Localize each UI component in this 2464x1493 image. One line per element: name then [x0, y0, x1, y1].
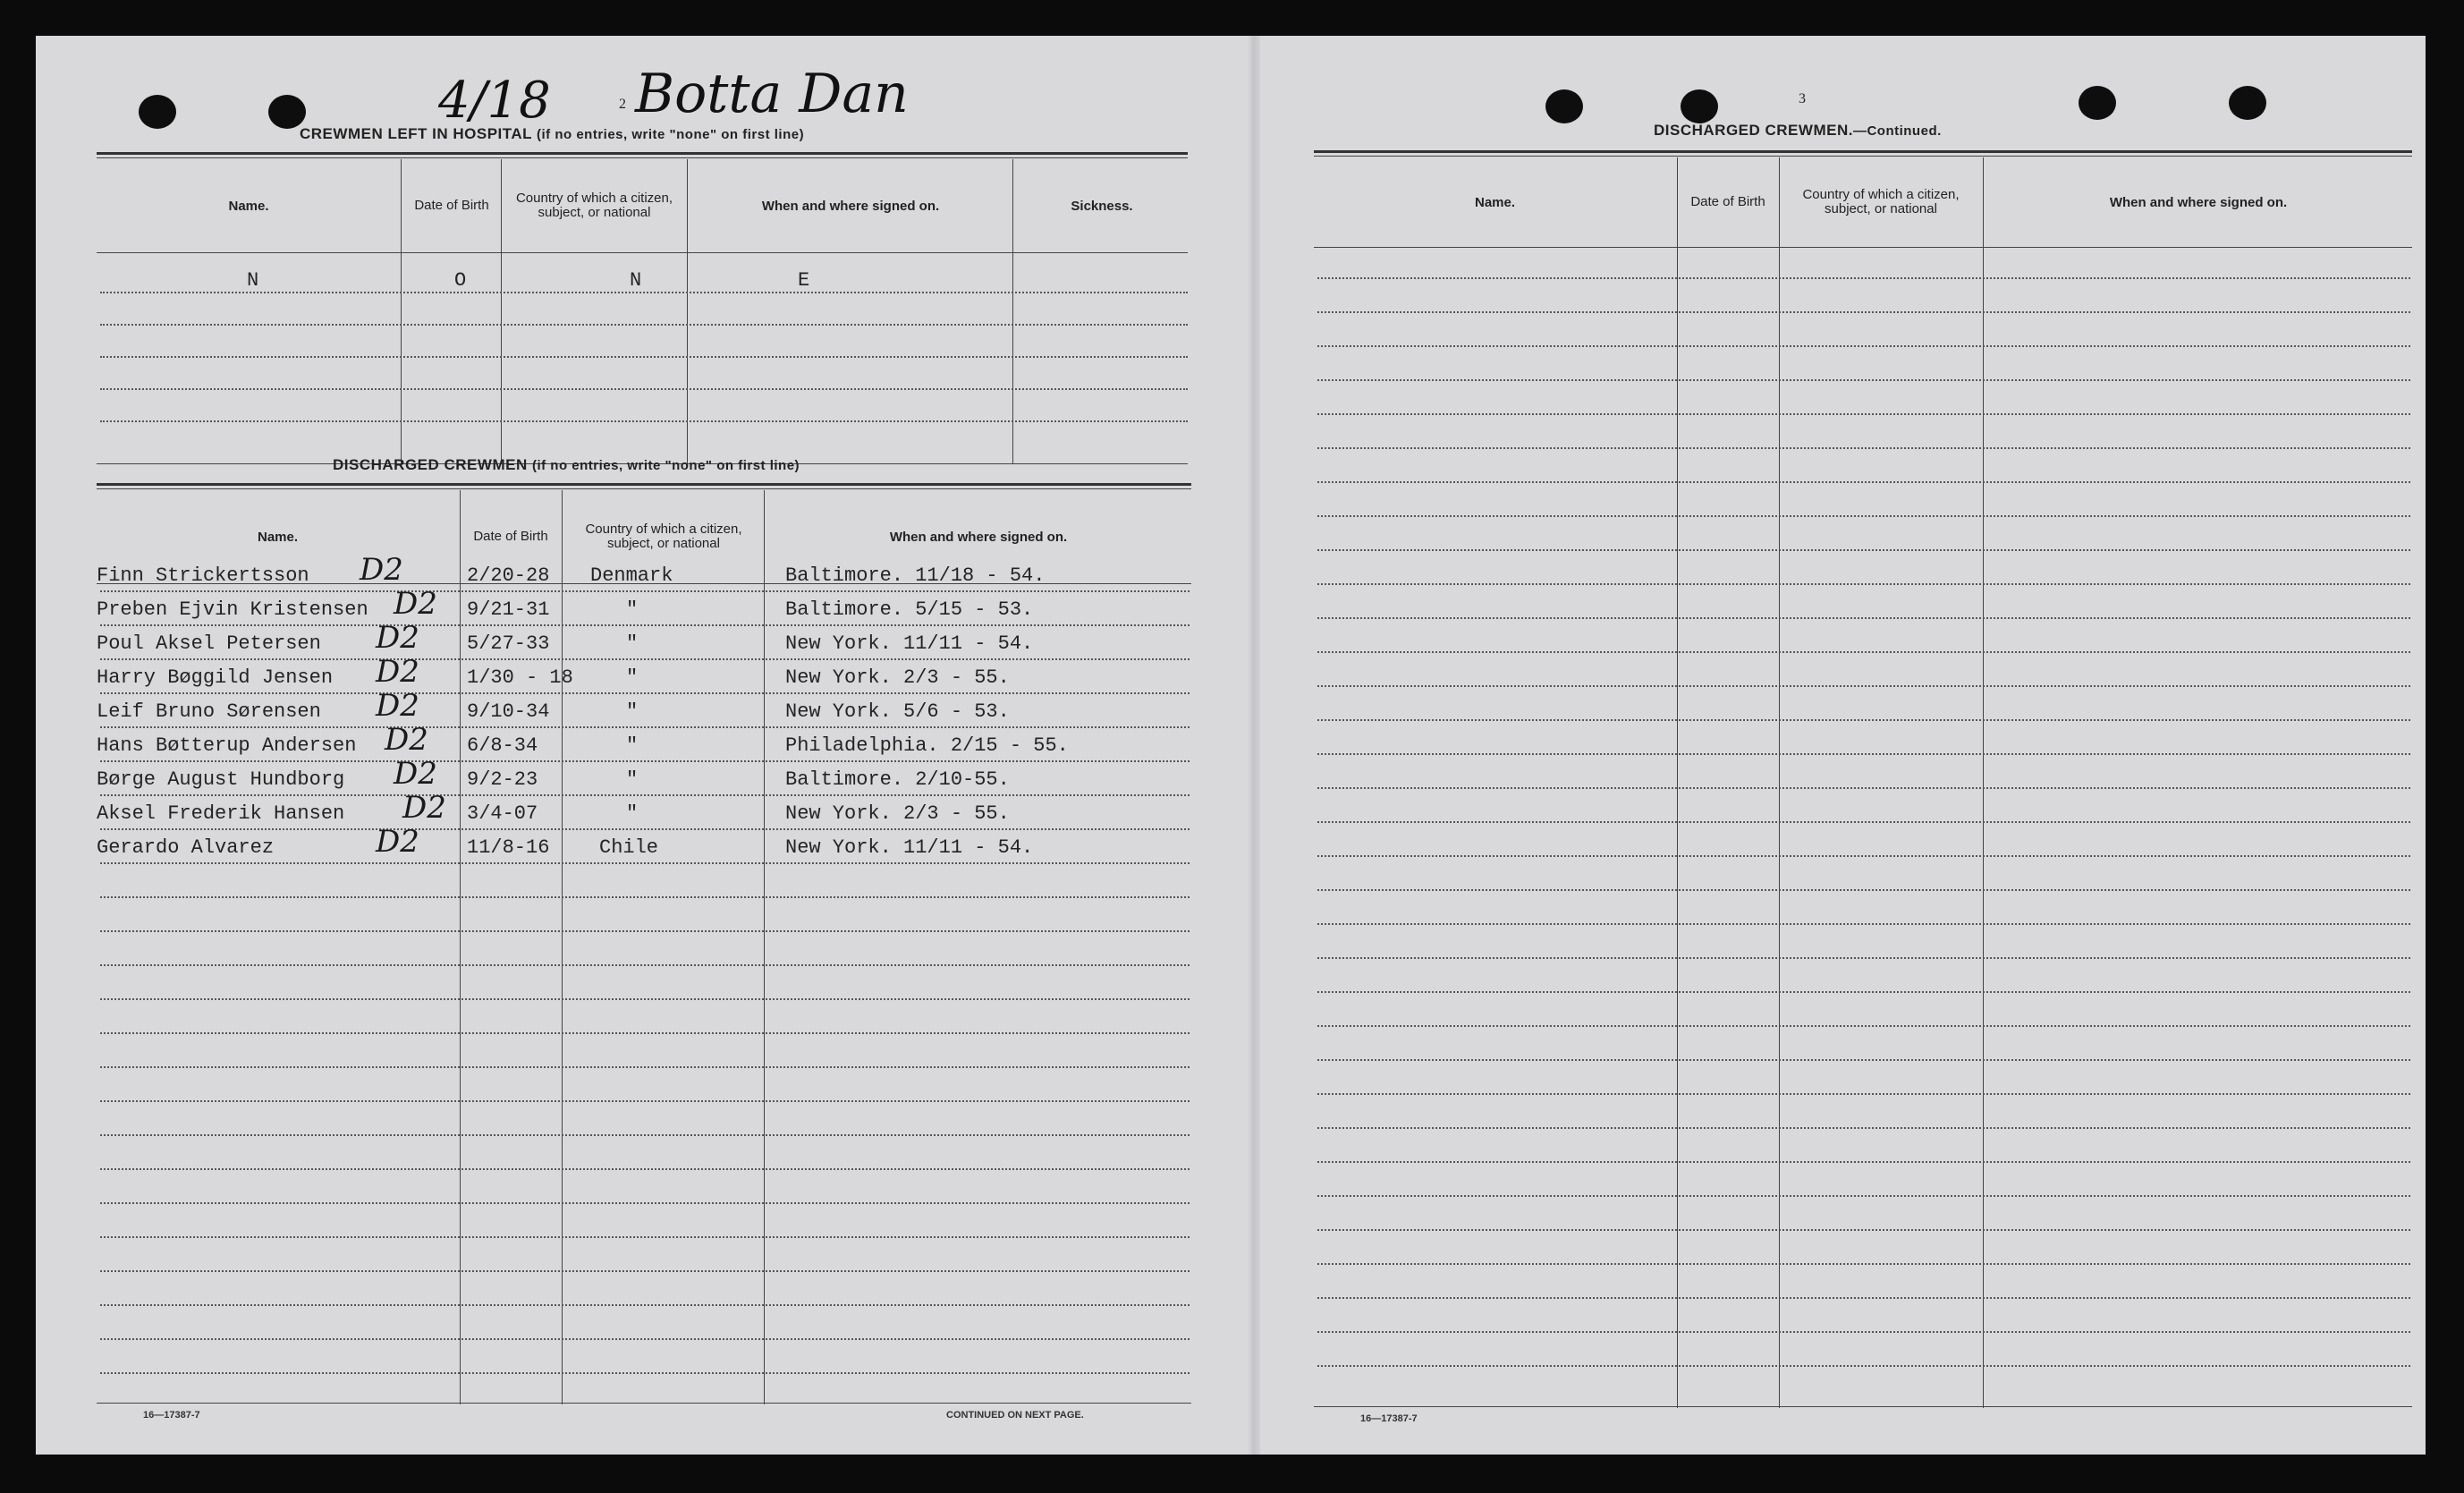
crew-name: Leif Bruno Sørensen	[97, 700, 321, 723]
hospital-col-name: Name.	[228, 198, 269, 214]
ruled-line	[1317, 277, 2410, 279]
right-page	[1260, 36, 2426, 1455]
form-number: 16—17387-7	[143, 1410, 200, 1421]
ruled-line	[100, 828, 1190, 830]
ruled-line	[1317, 447, 2410, 449]
ruled-line	[1317, 651, 2410, 653]
ruled-line	[1317, 855, 2410, 857]
crew-name: Poul Aksel Petersen	[97, 632, 321, 655]
crew-signed-on: New York. 2/3 - 55.	[785, 666, 1010, 689]
crew-signed-on: Baltimore. 11/18 - 54.	[785, 564, 1046, 587]
ruled-line	[100, 1304, 1190, 1306]
hospital-section-title: CREWMEN LEFT IN HOSPITAL (if no entries, write "none" on first line)	[300, 125, 805, 142]
ruled-line	[1317, 583, 2410, 585]
ruled-line	[100, 964, 1190, 966]
ruled-line	[1317, 379, 2410, 381]
crew-dob: 11/8-16	[467, 836, 550, 859]
hospital-col-country: Country of which a citizen, subject, or national	[515, 191, 673, 220]
ruled-line	[1317, 1127, 2410, 1129]
ruled-line	[100, 658, 1190, 660]
form-number: 16—17387-7	[1360, 1413, 1418, 1424]
crew-dob: 9/10-34	[467, 700, 550, 723]
discharged-col-name: Name.	[257, 529, 299, 545]
ruled-line	[100, 1236, 1190, 1238]
ruled-line	[100, 1066, 1190, 1068]
ruled-line	[100, 930, 1190, 932]
crew-country: Denmark	[590, 564, 673, 587]
discharged-col-country: Country of which a citizen, subject, or national	[585, 522, 742, 551]
ruled-line	[1317, 991, 2410, 993]
ruled-line	[100, 1134, 1190, 1136]
hospital-col-sickness: Sickness.	[1071, 198, 1133, 214]
handwritten-name: Botta Dan	[635, 63, 909, 125]
ruled-line	[1317, 1161, 2410, 1163]
hospital-none-n: N	[247, 269, 259, 292]
crew-signed-on: New York. 5/6 - 53.	[785, 700, 1010, 723]
ruled-line	[100, 1202, 1190, 1204]
discharge-mark: D2	[402, 790, 446, 826]
page-number: 3	[1799, 91, 1806, 106]
ruled-line	[100, 1032, 1190, 1034]
discharge-mark: D2	[376, 620, 419, 656]
continued-col-dob: Date of Birth	[1690, 194, 1765, 209]
crew-name: Aksel Frederik Hansen	[97, 802, 345, 825]
ruled-line	[100, 1372, 1190, 1374]
continued-col-signed: When and where signed on.	[2109, 194, 2288, 210]
ruled-line	[1317, 515, 2410, 517]
hospital-none-n2: N	[630, 269, 642, 292]
hospital-none-e: E	[798, 269, 810, 292]
ruled-line	[1317, 1297, 2410, 1299]
crew-name: Preben Ejvin Kristensen	[97, 598, 368, 621]
ruled-line	[1317, 1195, 2410, 1197]
ruled-line	[1317, 1025, 2410, 1027]
ruled-line	[1317, 1365, 2410, 1367]
discharge-mark: D2	[376, 688, 419, 724]
hospital-col-signed: When and where signed on.	[761, 198, 940, 214]
ruled-line	[1317, 1263, 2410, 1265]
crew-signed-on: Baltimore. 2/10-55.	[785, 768, 1010, 791]
scanned-document	[36, 36, 2426, 1455]
ruled-line	[1317, 1059, 2410, 1061]
ruled-line	[100, 692, 1190, 694]
crew-country: "	[626, 734, 639, 757]
ruled-line	[1317, 787, 2410, 789]
crew-name: Hans Bøtterup Andersen	[97, 734, 357, 757]
ruled-line	[100, 862, 1190, 864]
crew-country: "	[626, 598, 639, 621]
ruled-line	[1317, 923, 2410, 925]
crew-signed-on: New York. 11/11 - 54.	[785, 632, 1034, 655]
ruled-line	[100, 760, 1190, 762]
crew-name: Børge August Hundborg	[97, 768, 345, 791]
ruled-line	[1317, 821, 2410, 823]
crew-country: "	[626, 802, 639, 825]
page-number: 2	[619, 97, 626, 112]
ruled-line	[1317, 617, 2410, 619]
hospital-none-o: O	[454, 269, 467, 292]
ruled-line	[1317, 957, 2410, 959]
ruled-line	[100, 1338, 1190, 1340]
discharge-mark: D2	[376, 654, 419, 690]
discharged-col-dob: Date of Birth	[473, 529, 548, 544]
ruled-line	[100, 1100, 1190, 1102]
discharge-mark: D2	[394, 756, 437, 792]
ruled-line	[100, 998, 1190, 1000]
ruled-line	[1317, 481, 2410, 483]
crew-name: Gerardo Alvarez	[97, 836, 275, 859]
ruled-line	[1317, 1331, 2410, 1333]
crew-signed-on: Baltimore. 5/15 - 53.	[785, 598, 1034, 621]
ruled-line	[100, 1168, 1190, 1170]
crew-country: "	[626, 700, 639, 723]
crew-country: Chile	[599, 836, 659, 859]
crew-signed-on: New York. 11/11 - 54.	[785, 836, 1034, 859]
ruled-line	[100, 590, 1190, 592]
crew-dob: 9/2-23	[467, 768, 538, 791]
ruled-line	[1317, 719, 2410, 721]
handwritten-number: 4/18	[438, 72, 551, 130]
ruled-line	[1317, 311, 2410, 313]
page-fold	[1248, 36, 1260, 1455]
discharged-col-signed: When and where signed on.	[889, 529, 1068, 545]
ruled-line	[100, 624, 1190, 626]
crew-country: "	[626, 632, 639, 655]
crew-name: Finn Strickertsson	[97, 564, 309, 587]
ruled-line	[1317, 549, 2410, 551]
crew-name: Harry Bøggild Jensen	[97, 666, 334, 689]
crew-country: "	[626, 666, 639, 689]
crew-signed-on: Philadelphia. 2/15 - 55.	[785, 734, 1069, 757]
crew-dob: 1/30 - 18	[467, 666, 573, 689]
crew-dob: 9/21-31	[467, 598, 550, 621]
ruled-line	[1317, 345, 2410, 347]
discharge-mark: D2	[360, 552, 403, 588]
crew-dob: 2/20-28	[467, 564, 550, 587]
ruled-line	[100, 726, 1190, 728]
crew-dob: 6/8-34	[467, 734, 538, 757]
hospital-col-dob: Date of Birth	[414, 198, 489, 213]
ruled-line	[1317, 889, 2410, 891]
continued-col-name: Name.	[1474, 194, 1516, 210]
discharged-continued-title: DISCHARGED CREWMEN.—Continued.	[1654, 122, 1942, 139]
crew-dob: 5/27-33	[467, 632, 550, 655]
ruled-line	[1317, 1093, 2410, 1095]
discharge-mark: D2	[385, 722, 428, 758]
ruled-line	[1317, 413, 2410, 415]
ruled-line	[100, 794, 1190, 796]
discharged-section-title: DISCHARGED CREWMEN (if no entries, write "none" on first line)	[333, 456, 800, 473]
discharge-mark: D2	[394, 586, 437, 622]
continued-col-country: Country of which a citizen, subject, or national	[1802, 187, 1960, 216]
crew-dob: 3/4-07	[467, 802, 538, 825]
ruled-line	[100, 896, 1190, 898]
crew-country: "	[626, 768, 639, 791]
ruled-line	[100, 1270, 1190, 1272]
left-page	[36, 36, 1248, 1455]
ruled-line	[1317, 753, 2410, 755]
ruled-line	[1317, 685, 2410, 687]
ruled-line	[1317, 1229, 2410, 1231]
continued-note: CONTINUED ON NEXT PAGE.	[946, 1410, 1084, 1421]
crew-signed-on: New York. 2/3 - 55.	[785, 802, 1010, 825]
discharge-mark: D2	[376, 824, 419, 860]
